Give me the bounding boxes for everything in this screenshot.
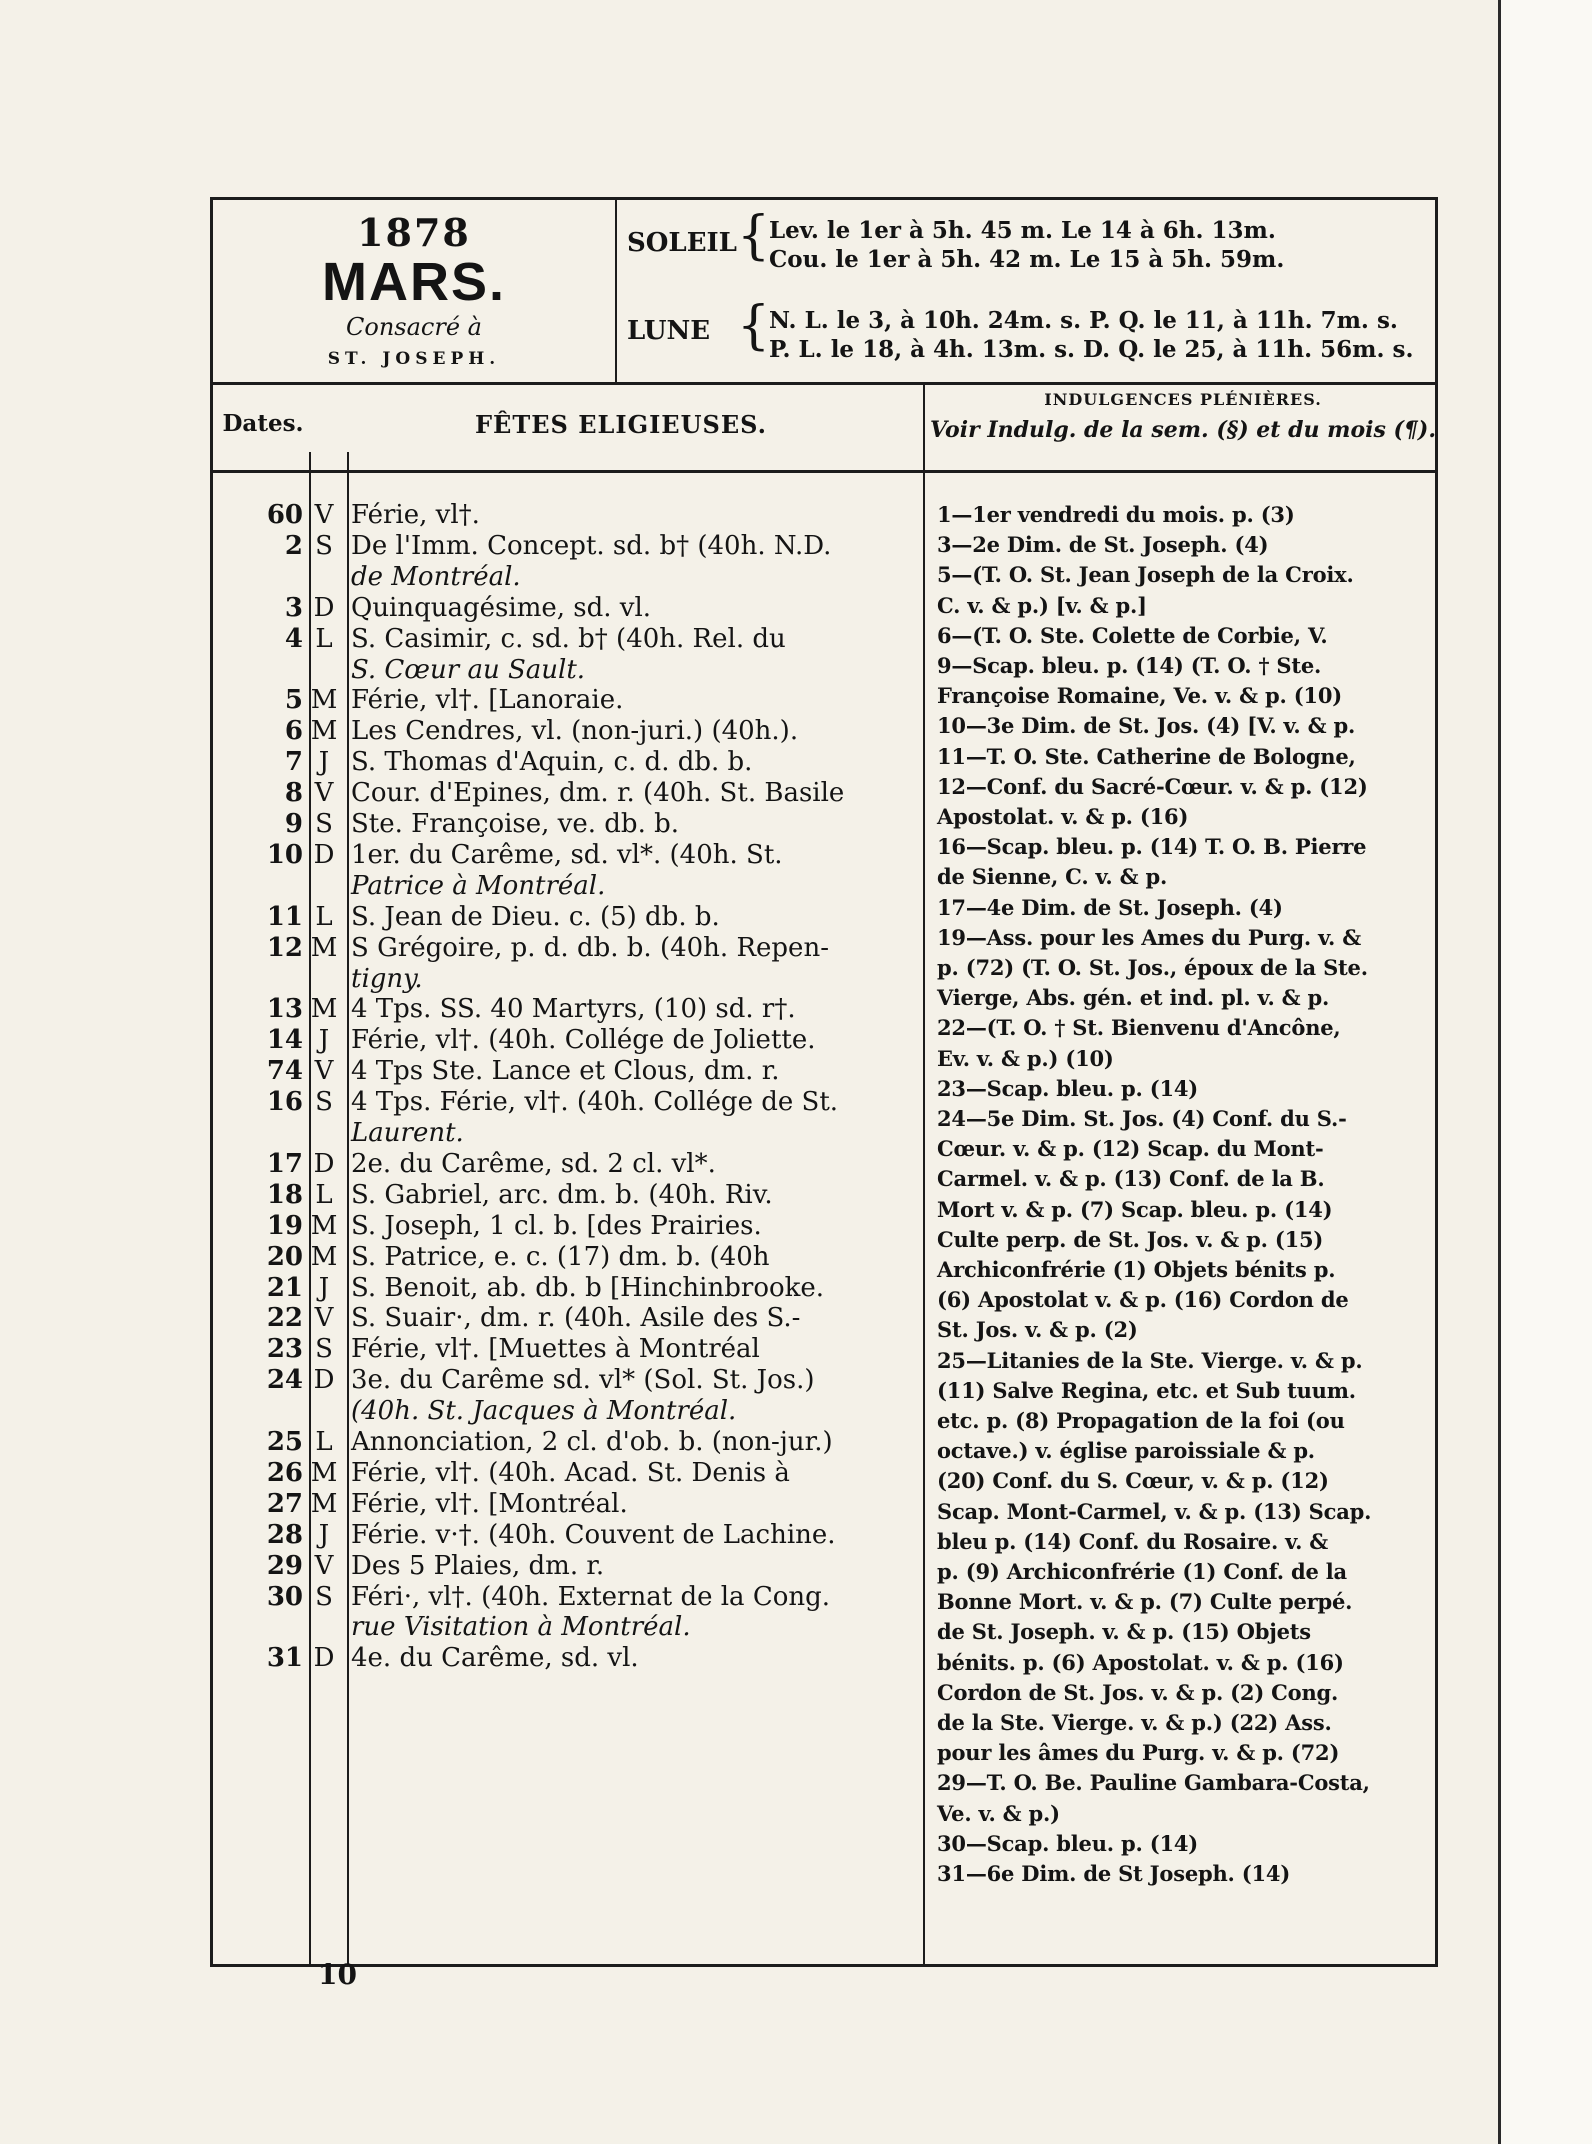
indulgence-line: 25—Litanies de la Ste. Vierge. v. & p.: [937, 1347, 1363, 1373]
feast-text: Férie, vl†. [Lanoraie.: [351, 685, 624, 716]
indulgence-line: 24—5e Dim. St. Jos. (4) Conf. du S.-: [937, 1106, 1347, 1131]
soleil-label: SOLEIL: [627, 228, 737, 258]
indulgence-line: 11—T. O. Ste. Catherine de Bologne,: [937, 743, 1356, 769]
indulgence-line: Vierge, Abs. gén. et ind. pl. v. & p.: [937, 985, 1330, 1011]
indulgence-line: Archiconfrérie (1) Objets bénits p.: [937, 1257, 1336, 1282]
month-name: MARS.: [322, 252, 506, 312]
weekday-letter: V: [314, 778, 334, 809]
feast-text: Laurent.: [351, 1118, 464, 1148]
indulgences-header: [928, 390, 1438, 443]
feast-text: tigny.: [351, 963, 423, 994]
column-rule: [923, 382, 925, 1967]
lune-line: P. L. le 18, à 4h. 13m. s. D. Q. le 25, à 11h. 56m. s.: [769, 336, 1414, 363]
feast-text: 3e. du Carême sd. vl* (Sol. St. Jos.): [351, 1365, 815, 1396]
day-number: 28: [266, 1519, 303, 1550]
weekday-letter: M: [310, 685, 338, 716]
day-number: 27: [266, 1488, 303, 1519]
indulgence-line: Carmel. v. & p. (13) Conf. de la B.: [937, 1166, 1325, 1192]
indulgence-line: Bonne Mort. v. & p. (7) Culte perpé.: [937, 1589, 1353, 1615]
feast-text: Des 5 Plaies, dm. r.: [351, 1550, 605, 1581]
indulgence-line: Culte perp. de St. Jos. v. & p. (15): [937, 1226, 1324, 1252]
indulgence-line: Françoise Romaine, Ve. v. & p. (10): [937, 683, 1342, 709]
feast-text: S. Thomas d'Aquin, c. d. db. b.: [351, 747, 753, 778]
indulgence-line: 31—6e Dim. de St Joseph. (14): [937, 1861, 1291, 1886]
feast-text: 4 Tps Ste. Lance et Clous, dm. r.: [351, 1056, 780, 1087]
feast-text: 1er. du Carême, sd. vl*. (40h. St.: [351, 839, 783, 870]
day-number: 25: [266, 1427, 303, 1457]
day-number: 13: [266, 994, 303, 1025]
feast-text: 4 Tps. SS. 40 Martyrs, (10) sd. r†.: [351, 994, 796, 1025]
indulgence-line: etc. p. (8) Propagation de la foi (ou: [937, 1408, 1345, 1433]
weekday-letter: V: [314, 1303, 334, 1334]
day-number: 23: [266, 1334, 303, 1365]
indulgence-line: de Sienne, C. v. & p.: [937, 864, 1168, 890]
day-number: 20: [266, 1241, 303, 1272]
page-number: 10: [318, 1958, 357, 1991]
day-number: 26: [266, 1457, 303, 1488]
month-title-block: [213, 200, 617, 382]
feast-text: de Montréal.: [351, 561, 521, 592]
day-number: 7: [284, 747, 303, 778]
day-number: 16: [266, 1087, 303, 1118]
feast-text: 2e. du Carême, sd. 2 cl. vl*.: [351, 1148, 716, 1179]
fetes-header: FÊTES ELIGIEUSES.: [475, 410, 767, 439]
lune-phases: [769, 306, 1413, 364]
indulgence-line: 16—Scap. bleu. p. (14) T. O. B. Pierre: [937, 834, 1367, 860]
weekday-letter: J: [318, 1272, 330, 1303]
column-headers: [213, 382, 1435, 473]
indulgence-line: pour les âmes du Purg. v. & p. (72): [937, 1740, 1340, 1766]
feast-text: Férie, vl†. (40h. Collége de Joliette.: [351, 1025, 816, 1056]
weekday-letter: S: [315, 1581, 333, 1612]
calendar-frame: [210, 197, 1438, 1967]
calendar-header: [213, 200, 1435, 385]
feast-text: Férie, vl†. (40h. Acad. St. Denis à: [351, 1457, 790, 1488]
indulgence-line: bleu p. (14) Conf. du Rosaire. v. &: [937, 1528, 1329, 1554]
lune-line: N. L. le 3, à 10h. 24m. s. P. Q. le 11, à 11h. 7m. s.: [769, 307, 1398, 334]
indulgence-line: 30—Scap. bleu. p. (14): [937, 1830, 1199, 1856]
day-number: 11: [266, 901, 303, 932]
day-number: 60: [266, 500, 303, 530]
day-number: 2: [284, 530, 303, 561]
indulgence-line: 23—Scap. bleu. p. (14): [937, 1075, 1199, 1101]
weekday-letter: M: [310, 994, 338, 1025]
indulgence-line: p. (9) Archiconfrérie (1) Conf. de la: [937, 1559, 1347, 1584]
weekday-letter: M: [310, 1241, 338, 1272]
indulgence-line: Cœur. v. & p. (12) Scap. du Mont-: [937, 1136, 1324, 1162]
weekday-letter: S: [315, 530, 333, 561]
indulgence-line: Apostolat. v. & p. (16): [937, 804, 1189, 829]
indulgence-line: Ve. v. & p.): [937, 1800, 1060, 1826]
weekday-letter: D: [313, 1643, 335, 1674]
indulgence-line: 5—(T. O. St. Jean Joseph de la Croix.: [937, 562, 1354, 588]
indulgence-line: 17—4e Dim. de St. Joseph. (4): [937, 894, 1283, 920]
day-number: 5: [284, 685, 303, 716]
weekday-letter: D: [313, 1365, 335, 1396]
weekday-letter: D: [313, 839, 335, 870]
feast-text: Patrice à Montréal.: [351, 870, 606, 901]
indulgence-line: 12—Conf. du Sacré-Cœur. v. & p. (12): [937, 773, 1368, 799]
day-number: 19: [266, 1210, 303, 1241]
soleil-line: Lev. le 1er à 5h. 45 m. Le 14 à 6h. 13m.: [769, 217, 1276, 244]
feast-text: S. Gabriel, arc. dm. b. (40h. Riv.: [351, 1179, 773, 1210]
day-number: 17: [266, 1148, 303, 1179]
day-number: 22: [266, 1303, 303, 1334]
day-number: 29: [266, 1550, 303, 1581]
indulgence-line: 19—Ass. pour les Ames du Purg. v. &: [937, 924, 1361, 950]
day-number: 74: [266, 1056, 303, 1087]
weekday-letter: S: [315, 1334, 333, 1365]
indulgence-line: 22—(T. O. † St. Bienvenu d'Ancône,: [937, 1015, 1341, 1041]
indulgence-line: 6—(T. O. Ste. Colette de Corbie, V.: [937, 622, 1328, 648]
indulgence-line: 29—T. O. Be. Pauline Gambara-Costa,: [937, 1770, 1370, 1796]
weekday-letter: M: [310, 932, 338, 963]
feast-text: Ste. Françoise, ve. db. b.: [351, 809, 680, 839]
weekday-letter: J: [318, 747, 330, 778]
lune-label: LUNE: [627, 316, 711, 346]
indulgence-line: de la Ste. Vierge. v. & p.) (22) Ass.: [937, 1710, 1332, 1735]
indulgence-line: (6) Apostolat v. & p. (16) Cordon de: [937, 1287, 1349, 1313]
weekday-letter: J: [318, 1025, 330, 1056]
day-number: 24: [266, 1365, 303, 1396]
indulgence-line: bénits. p. (6) Apostolat. v. & p. (16): [937, 1649, 1344, 1675]
feast-text: 4 Tps. Férie, vl†. (40h. Collége de St.: [351, 1087, 839, 1118]
weekday-letter: D: [313, 1148, 335, 1179]
day-number: 31: [266, 1643, 303, 1674]
weekday-letter: L: [315, 901, 333, 932]
indulgence-line: 10—3e Dim. de St. Jos. (4) [V. v. & p.: [937, 713, 1356, 739]
feast-text: Férie, vl†.: [351, 500, 480, 530]
feast-text: Férie, vl†. [Montréal.: [351, 1488, 628, 1519]
day-number: 6: [284, 716, 303, 747]
day-number: 3: [284, 592, 303, 623]
indulgence-line: C. v. & p.) [v. & p.]: [937, 592, 1147, 618]
weekday-letter: L: [315, 623, 333, 654]
indulgence-line: 1—1er vendredi du mois. p. (3): [937, 502, 1295, 527]
indulgence-line: (11) Salve Regina, etc. et Sub tuum.: [937, 1377, 1356, 1403]
indulgence-line: p. (72) (T. O. St. Jos., époux de la Ste.: [937, 955, 1368, 980]
weekday-letter: S: [315, 1087, 333, 1118]
weekday-letter: J: [318, 1519, 330, 1550]
soleil-times: [769, 216, 1284, 274]
dedication: ST. JOSEPH.: [327, 349, 501, 369]
feast-text: Les Cendres, vl. (non-juri.) (40h.).: [351, 716, 799, 747]
day-number: 14: [266, 1025, 303, 1056]
indulgence-line: St. Jos. v. & p. (2): [937, 1317, 1138, 1343]
weekday-letter: D: [313, 592, 335, 623]
indulgences-subtitle: Voir Indulg. de la sem. (§) et du mois (¶).: [929, 417, 1436, 443]
weekday-letter: L: [315, 1179, 333, 1210]
feast-text: S. Benoit, ab. db. b [Hinchinbrooke.: [351, 1272, 825, 1303]
feast-text: Quinquagésime, sd. vl.: [351, 592, 652, 623]
weekday-letter: M: [310, 1488, 338, 1519]
feast-text: S. Casimir, c. sd. b† (40h. Rel. du: [351, 623, 786, 654]
indulgences-title: INDULGENCES PLÉNIÈRES.: [1044, 390, 1322, 409]
indulgence-line: (20) Conf. du S. Cœur, v. & p. (12): [937, 1468, 1329, 1494]
indulgence-line: 3—2e Dim. de St. Joseph. (4): [937, 532, 1269, 558]
weekday-letter: V: [314, 500, 334, 530]
day-number: 12: [266, 932, 303, 963]
day-number: 9: [284, 809, 303, 839]
weekday-letter: M: [310, 716, 338, 747]
weekday-letter: S: [315, 809, 333, 839]
year: 1878: [357, 210, 471, 255]
feast-text: rue Visitation à Montréal.: [351, 1612, 691, 1643]
feast-text: (40h. St. Jacques à Montréal.: [351, 1396, 737, 1427]
feast-text: 4e. du Carême, sd. vl.: [351, 1643, 639, 1674]
weekday-letter: M: [310, 1457, 338, 1488]
day-number: 30: [266, 1581, 303, 1612]
feast-text: De l'Imm. Concept. sd. b† (40h. N.D.: [351, 530, 832, 561]
day-number: 4: [284, 623, 303, 654]
indulgence-line: Scap. Mont-Carmel, v. & p. (13) Scap.: [937, 1498, 1372, 1524]
dates-header: Dates.: [222, 410, 304, 437]
brace-icon: {: [737, 296, 771, 356]
day-number: 10: [266, 839, 303, 870]
day-number: 18: [266, 1179, 303, 1210]
feast-text: Féri·, vl†. (40h. Externat de la Cong.: [351, 1581, 831, 1612]
indulgence-line: Mort v. & p. (7) Scap. bleu. p. (14): [937, 1196, 1333, 1222]
feast-text: S. Jean de Dieu. c. (5) db. b.: [351, 901, 720, 932]
indulgence-line: 9—Scap. bleu. p. (14) (T. O. † Ste.: [937, 653, 1322, 678]
weekday-letter: V: [314, 1056, 334, 1087]
feast-text: Férie, vl†. [Muettes à Montréal: [351, 1334, 760, 1365]
feast-text: Annonciation, 2 cl. d'ob. b. (non-jur.): [351, 1427, 833, 1457]
consacre-label: Consacré à: [346, 313, 482, 341]
column-rule: [347, 452, 349, 1967]
weekday-letter: M: [310, 1210, 338, 1241]
feast-text: S. Suair·, dm. r. (40h. Asile des S.-: [351, 1303, 801, 1334]
feast-text: S. Cœur au Sault.: [351, 654, 586, 685]
indulgence-line: Ev. v. & p.) (10): [937, 1045, 1114, 1071]
day-number: 21: [266, 1272, 303, 1303]
soleil-line: Cou. le 1er à 5h. 42 m. Le 15 à 5h. 59m.: [769, 246, 1285, 273]
brace-icon: {: [737, 206, 771, 266]
feast-text: S. Joseph, 1 cl. b. [des Prairies.: [351, 1210, 762, 1241]
feast-text: Cour. d'Epines, dm. r. (40h. St. Basile: [351, 778, 845, 809]
feast-text: Férie. v·†. (40h. Couvent de Lachine.: [351, 1519, 836, 1550]
weekday-letter: V: [314, 1550, 334, 1581]
adjacent-page-edge: [1498, 0, 1592, 2144]
indulgence-line: de St. Joseph. v. & p. (15) Objets: [937, 1619, 1311, 1645]
indulgence-line: Cordon de St. Jos. v. & p. (2) Cong.: [937, 1679, 1339, 1705]
day-number: 8: [284, 778, 303, 809]
feast-text: S. Patrice, e. c. (17) dm. b. (40h: [351, 1241, 770, 1272]
weekday-letter: L: [315, 1427, 333, 1457]
indulgence-line: octave.) v. église paroissiale & p.: [937, 1438, 1315, 1464]
feast-text: S Grégoire, p. d. db. b. (40h. Repen-: [351, 932, 829, 963]
